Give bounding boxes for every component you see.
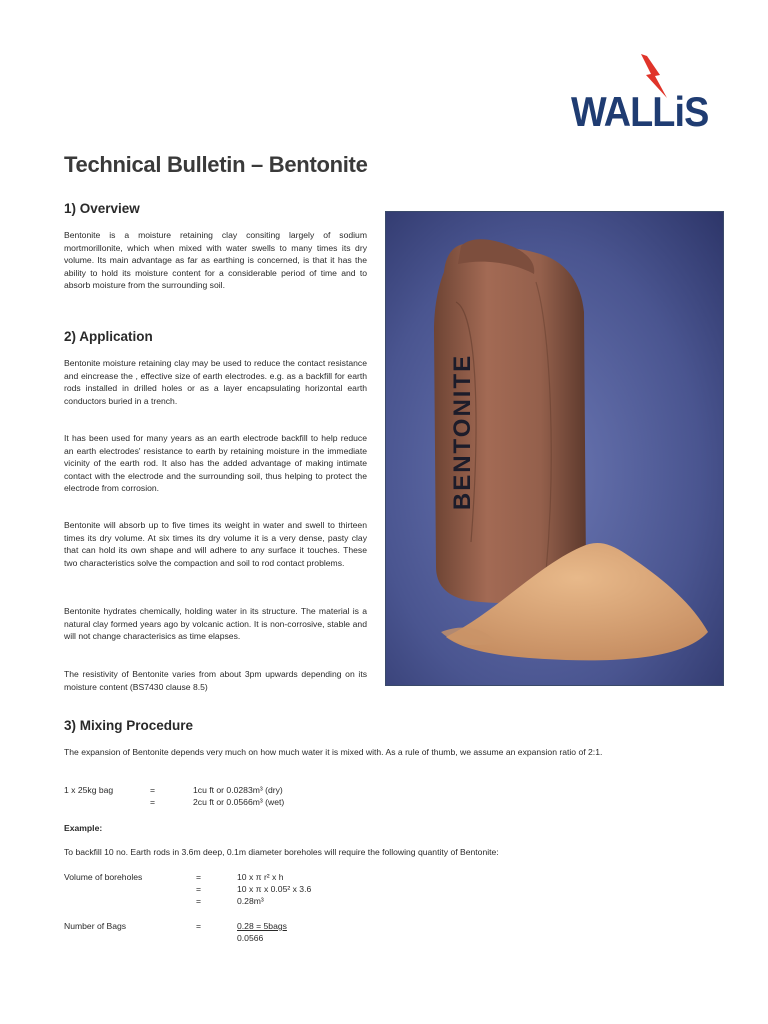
application-paragraph-4: Bentonite hydrates chemically, holding water in its structure. The material is a natural clay formed years ago by volcanic action. It is non-corrosive, stable and will not change characterisics as time elapses. — [64, 606, 367, 641]
logo-text: WALLiS — [571, 88, 709, 135]
bentonite-bag-photo — [385, 211, 724, 686]
volume-result: 0.28m³ — [237, 896, 264, 906]
equals-sign: = — [196, 921, 202, 931]
volume-substitution: 10 x π x 0.05² x 3.6 — [237, 884, 312, 894]
volume-formula: 10 x π r² x h — [237, 872, 284, 882]
equals-sign: = — [196, 896, 202, 906]
overview-heading: 1) Overview — [64, 201, 140, 216]
bags-label: Number of Bags — [64, 921, 127, 931]
bag-label: BENTONITE — [449, 353, 476, 511]
bag-size-label: 1 x 25kg bag — [64, 785, 114, 795]
overview-text: Bentonite is a moisture retaining clay consiting largely of sodium mortmorillonite, which when mixed with water swells to many times its dry volume. Its main advantage as far as earthing is concerned, is that it has the ability to hold its moisture content for a considerable period of time and to absorb moisture from the surrounding soil. — [64, 230, 367, 290]
bags-numerator: 0.28 = 5bags — [237, 921, 287, 931]
bags-denominator: 0.0566 — [237, 933, 264, 943]
application-paragraph-2: It has been used for many years as an earth electrode backfill to help reduce an earth electrodes' resistance to earth by retaining moisture in the immediate vicinity of the earth rod. It also has the added advantage of making intimate contact with the electrode and the surrounding soil, thus helping to protect the electrode from corrosion. — [64, 433, 367, 493]
volume-label: Volume of boreholes — [64, 872, 143, 882]
example-text: To backfill 10 no. Earth rods in 3.6m deep, 0.1m diameter boreholes will require the following quantity of Bentonite: — [64, 847, 499, 857]
mixing-heading: 3) Mixing Procedure — [64, 718, 194, 733]
wallis-logo — [571, 54, 709, 138]
application-paragraph-1: Bentonite moisture retaining clay may be used to reduce the contact resistance and eincrease the , effective size of earth electrodes. e.g. as a backfill for earth rods installed in drilled holes or as a layer encapsulating horizontal earth conductors buried in a trench. — [64, 358, 367, 406]
bag-volume-wet: 2cu ft or 0.0566m³ (wet) — [193, 797, 285, 807]
mixing-intro: The expansion of Bentonite depends very much on how much water it is mixed with. As a rule of thumb, we assume an expansion ratio of 2:1. — [64, 747, 603, 757]
application-paragraph-3: Bentonite will absorb up to five times its weight in water and swell to thirteen times its dry volume. At six times its dry volume it is a very dense, pasty clay that can hold its own shape and will adhere to any surface it touches. These two characteristics solve the compaction and soil to rod contact problems. — [64, 520, 367, 568]
equals-sign: = — [196, 872, 202, 882]
bag-volume-dry: 1cu ft or 0.0283m³ (dry) — [193, 785, 283, 795]
application-heading: 2) Application — [64, 329, 153, 344]
example-label: Example: — [64, 823, 103, 833]
bags-calculation — [237, 920, 287, 944]
page-title: Technical Bulletin – Bentonite — [64, 152, 368, 177]
equals-sign: = — [150, 785, 156, 795]
equals-sign: = — [150, 797, 156, 807]
application-paragraph-5: The resistivity of Bentonite varies from about 3pm upwards depending on its moisture content (BS7430 clause 8.5) — [64, 669, 367, 692]
equals-sign: = — [196, 884, 202, 894]
